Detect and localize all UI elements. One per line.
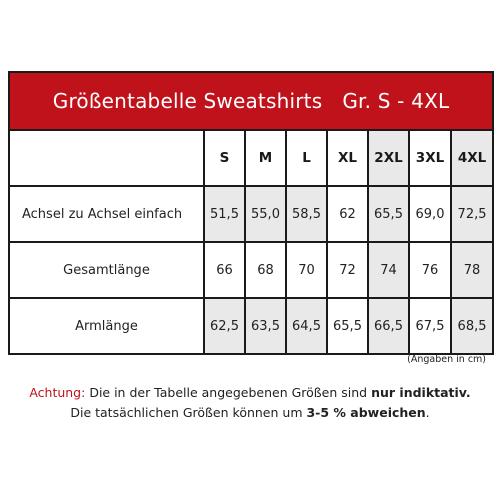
row-label: Achsel zu Achsel einfach <box>9 186 204 242</box>
table-cell: 55,0 <box>245 186 286 242</box>
disclaimer-end: . <box>425 405 430 420</box>
table-cell: 66 <box>204 242 245 298</box>
disclaimer-line-1 <box>0 383 500 403</box>
units-note: (Angaben in cm) <box>407 354 486 365</box>
table-row <box>9 298 493 354</box>
disclaimer-text-1: Die in der Tabelle angegebenen Größen sind <box>85 385 372 400</box>
header-blank-cell <box>9 130 204 186</box>
table-cell: 74 <box>368 242 409 298</box>
table-cell: 63,5 <box>245 298 286 354</box>
table-cell: 66,5 <box>368 298 409 354</box>
table-cell: 65,5 <box>368 186 409 242</box>
table-title <box>9 72 493 130</box>
table-cell: 64,5 <box>286 298 327 354</box>
table-cell: 78 <box>451 242 493 298</box>
size-chart-table <box>8 71 494 355</box>
table-title-size-range: Gr. S - 4XL <box>342 89 450 113</box>
table-cell: 68 <box>245 242 286 298</box>
table-cell: 62,5 <box>204 298 245 354</box>
table-cell: 51,5 <box>204 186 245 242</box>
size-header-3xl: 3XL <box>409 130 451 186</box>
disclaimer-bold-2: 3-5 % abweichen <box>306 405 426 420</box>
table-row <box>9 186 493 242</box>
size-header-m: M <box>245 130 286 186</box>
table-cell: 58,5 <box>286 186 327 242</box>
size-header-row <box>9 130 493 186</box>
table-cell: 70 <box>286 242 327 298</box>
size-header-2xl: 2XL <box>368 130 409 186</box>
table-cell: 68,5 <box>451 298 493 354</box>
table-cell: 72,5 <box>451 186 493 242</box>
disclaimer-line-2 <box>0 403 500 423</box>
size-header-xl: XL <box>327 130 368 186</box>
disclaimer-text-2: Die tatsächlichen Größen können um <box>70 405 307 420</box>
table-cell: 65,5 <box>327 298 368 354</box>
table-cell: 76 <box>409 242 451 298</box>
table-row <box>9 242 493 298</box>
size-header-4xl: 4XL <box>451 130 493 186</box>
size-header-s: S <box>204 130 245 186</box>
size-header-l: L <box>286 130 327 186</box>
table-cell: 72 <box>327 242 368 298</box>
table-cell: 69,0 <box>409 186 451 242</box>
table-cell: 62 <box>327 186 368 242</box>
row-label: Gesamtlänge <box>9 242 204 298</box>
table-title-text: Größentabelle Sweatshirts <box>52 89 323 113</box>
row-label: Armlänge <box>9 298 204 354</box>
disclaimer-prefix: Achtung: <box>29 385 86 400</box>
disclaimer-bold-1: nur indiktativ. <box>371 385 471 400</box>
table-cell: 67,5 <box>409 298 451 354</box>
disclaimer-note <box>0 383 500 423</box>
